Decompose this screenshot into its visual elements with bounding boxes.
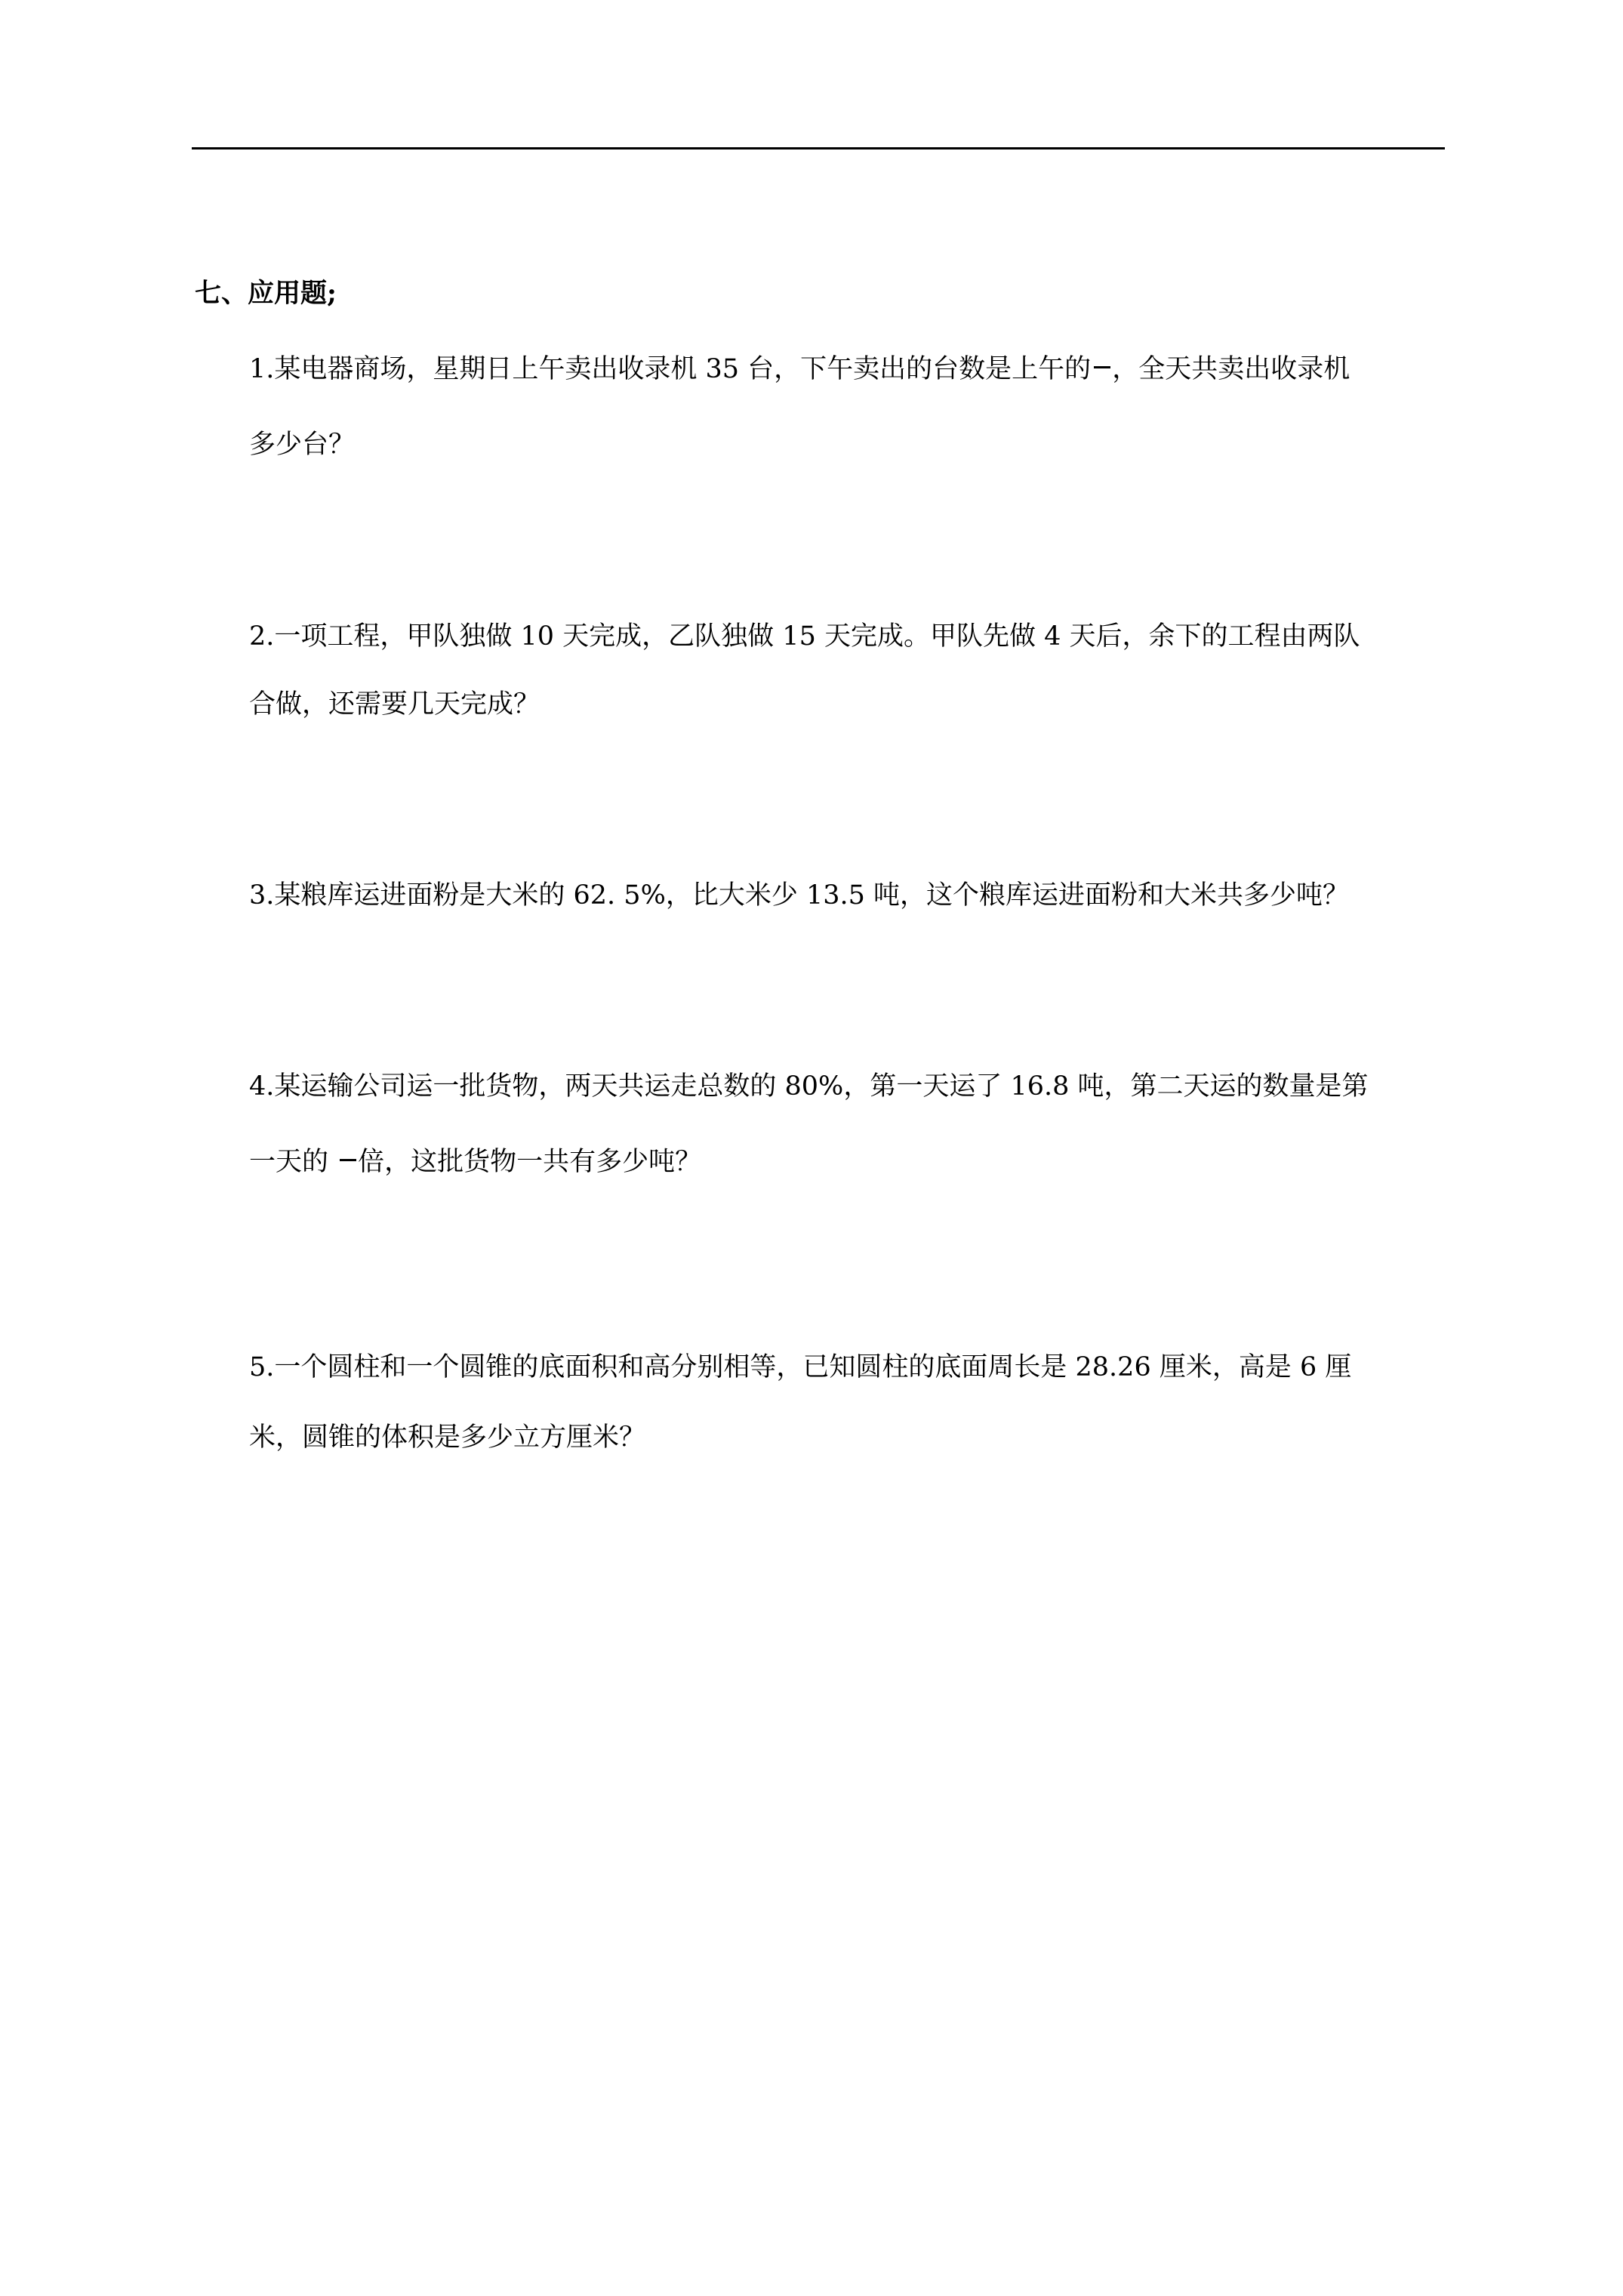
fraction-blank	[1094, 366, 1110, 368]
question-5-line-1: 5.一个圆柱和一个圆锥的底面积和高分别相等，已知圆柱的底面周长是 28.26 厘米，高是 6 厘	[249, 1352, 1352, 1382]
question-5-line-2: 米，圆锥的体积是多少立方厘米？	[249, 1422, 646, 1453]
section-title: 七、应用题;	[195, 278, 337, 309]
question-1-text-a: 1.某电器商场，星期日上午卖出收录机 35 台，下午卖出的台数是上午的	[249, 354, 1092, 384]
question-2-line-2: 合做，还需要几天完成？	[249, 689, 540, 720]
question-1-text-b: ，全天共卖出收录机	[1112, 354, 1350, 384]
question-4-line-2	[249, 1145, 701, 1179]
header-rule	[192, 147, 1445, 149]
question-4-text-b: 倍，这批货物一共有多少吨？	[358, 1147, 702, 1177]
question-1-line-2: 多少台？	[249, 430, 356, 460]
question-2-line-1: 2.一项工程，甲队独做 10 天完成，乙队独做 15 天完成。甲队先做 4 天后，余下的工程由两队	[249, 621, 1360, 652]
question-4-text-a: 一天的	[249, 1147, 337, 1177]
fraction-blank	[340, 1159, 356, 1161]
question-4-line-1: 4.某运输公司运一批货物，两天共运走总数的 80%，第一天运了 16.8 吨，第二天运的数量是第	[249, 1071, 1369, 1102]
question-1-line-1	[249, 352, 1350, 387]
question-3-line-1: 3.某粮库运进面粉是大米的 62. 5%，比大米少 13.5 吨，这个粮库运进面粉和大米共多少吨？	[249, 880, 1350, 911]
